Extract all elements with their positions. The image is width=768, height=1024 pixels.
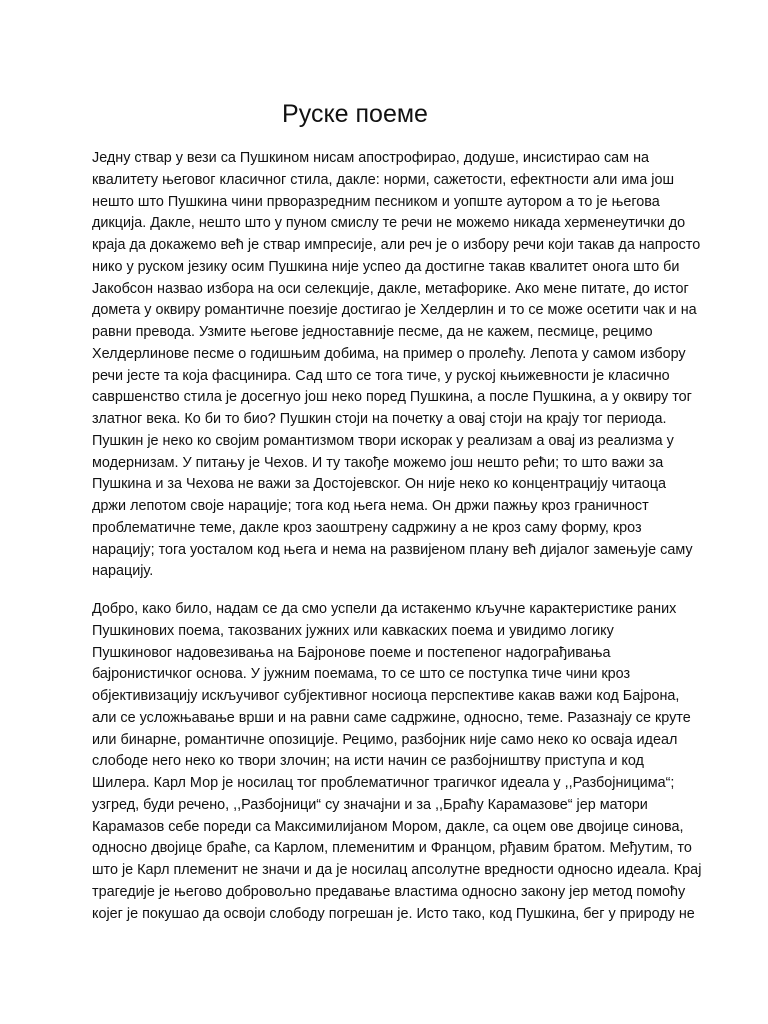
text-line: нарацију. <box>92 563 154 580</box>
text-line: држи лепотом своје нарације; тога код њега нема. Он држи пажњу кроз граничност <box>92 498 649 514</box>
text-line: Пушкиновог надовезивања на Бајронове поеме и постепеног надограђивања <box>92 644 611 661</box>
document-body <box>92 148 702 925</box>
text-line: Јакобсон назвао избора на оси селекције, дакле, метафорике. Ако мене питате, до истог <box>92 280 689 297</box>
text-line: савршенство стила је досегнуо још неко поред Пушкина, а после Пушкина, а у оквиру тог <box>92 389 692 406</box>
text-line: али се усложњавање врши и на равни саме садржине, односно, теме. Разазнају се круте <box>92 709 691 726</box>
text-line: узгред, буди речено, ,,Разбојници“ су значајни и за ,,Браћу Карамазове“ јер матори <box>92 796 648 813</box>
text-line: проблематичне теме, дакле кроз заоштрену садржину а не кроз саму форму, кроз <box>92 519 642 536</box>
text-line: Пушкин је неко ко својим романтизмом твори искорак у реализам а овај из реализма у <box>92 432 674 449</box>
text-line: односно двојице браће, са Карлом, племенитим и Францом, рђавим братом. Међутим, то <box>92 840 692 857</box>
text-line: нешто што Пушкина чини прворазредним песником и уопште аутором а то је његова <box>92 193 660 210</box>
text-line: нарацију; тога уосталом код њега и нема на развијеном плану већ дијалог замењује саму <box>92 541 693 558</box>
text-line: објективизацију искључивог субјективног носиоца перспективе какав важи код Бајрона, <box>92 688 680 704</box>
text-line: златног века. Ко би то био? Пушкин стоји на почетку а овај стоји на крају тог периода. <box>92 411 667 427</box>
text-line: равни превода. Узмите његове једноставније песме, да не кажем, песмице, рецимо <box>92 324 653 340</box>
paragraph-1 <box>92 148 701 583</box>
paragraph-2 <box>92 599 702 925</box>
text-line: Шилера. Карл Мор је носилац тог проблематичног трагичког идеала у ,,Разбојницима“; <box>92 775 675 791</box>
text-line: бајронистичког основа. У јужним поемама, то се што се поступка тиче чини кроз <box>92 666 631 683</box>
text-line: што је Карл племенит не значи и да је носилац апсолутне вредности односно идеала. Крај <box>92 862 702 878</box>
text-line: модернизам. У питању је Чехов. И ту такође можемо још нешто рећи; то што важи за <box>92 454 664 471</box>
text-line: којег је покушао да освоји слободу погрешан је. Исто тако, код Пушкина, бег у природу не <box>92 905 695 922</box>
document-title: Руске поеме <box>282 100 428 128</box>
text-line: трагедије је његово добровољно предавање властима односно закону јер метод помоћу <box>92 883 686 900</box>
text-line: слободе него неко ко твори злочин; на исти начин се разбојништву приступа и код <box>92 753 644 770</box>
text-line: дикција. Дакле, нешто што у пуном смислу те речи не можемо никада херменеутички до <box>92 215 686 232</box>
text-line: Једну ствар у вези са Пушкином нисам апострофирао, додуше, инсистирао сам на <box>92 150 650 166</box>
text-line: Карамазов себе пореди са Максимилијаном Мором, дакле, са оцем ове двојице синова, <box>92 818 684 835</box>
text-line: краја да докажемо већ је ствар импресије, али реч је о избору речи који такав да напросто <box>92 237 701 253</box>
text-line: Добро, како било, надам се да смо успели да истакенмо кључне карактеристике раних <box>92 601 677 617</box>
text-line: квалитету његовог класичног стила, дакле: норми, сажетости, ефектности али има још <box>92 171 675 188</box>
text-line: Пушкина и за Чехова не важи за Достојевског. Он није неко ко концентрацију читаоца <box>92 476 666 493</box>
text-line: или бинарне, романтичне опозиције. Рецимо, разбојник није само неко ко осваја идеал <box>92 731 678 748</box>
text-line: Хелдерлинове песме о годишњим добима, на пример о пролећу. Лепота у самом избору <box>92 345 686 362</box>
text-line: нико у руском језику осим Пушкина није успео да достигне такав квалитет онога што би <box>92 258 680 275</box>
text-line: речи јесте та која фасцинира. Сад што се тога тиче, у руској књижевности је класично <box>92 367 670 384</box>
text-line: Пушкинових поема, такозваних јужних или кавкаских поема и увидимо логику <box>92 622 614 639</box>
text-line: домета у оквиру романтичне поезије достигао је Хелдерлин и то се може осетити чак и на <box>92 302 697 319</box>
